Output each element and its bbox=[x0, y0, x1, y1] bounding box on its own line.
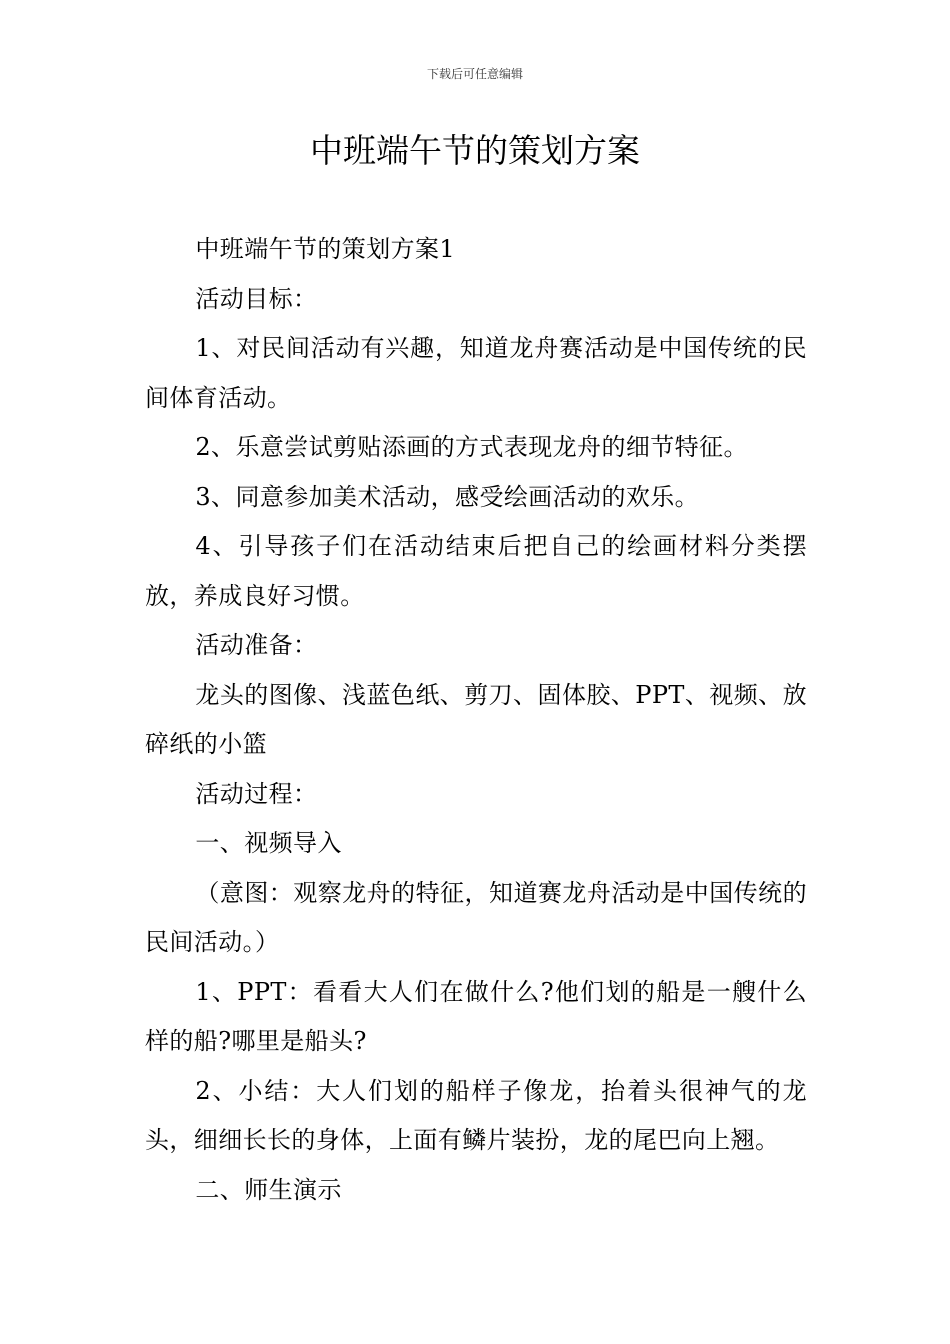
paragraph-step-1-ppt: 1、PPT：看看大人们在做什么?他们划的船是一艘什么样的船?哪里是船头? bbox=[145, 977, 807, 1055]
paragraph-prep-materials: 龙头的图像、浅蓝色纸、剪刀、固体胶、PPT、视频、放碎纸的小篮 bbox=[145, 680, 807, 758]
paragraph-goals-label: 活动目标： bbox=[195, 284, 318, 313]
paragraph-goal-1: 1、对民间活动有兴趣，知道龙舟赛活动是中国传统的民间体育活动。 bbox=[145, 334, 807, 412]
paragraph-step-1-heading: 一、视频导入 bbox=[195, 829, 342, 857]
paragraph-goal-4: 4、引导孩子们在活动结束后把自己的绘画材料分类摆放，养成良好习惯。 bbox=[145, 532, 807, 610]
document-body bbox=[145, 225, 807, 1215]
paragraph-goal-2: 2、乐意尝试剪贴添画的方式表现龙舟的细节特征。 bbox=[195, 433, 748, 461]
paragraph-step-1-summary: 2、小结：大人们划的船样子像龙，抬着头很神气的龙头，细细长长的身体，上面有鳞片装扮，龙的尾巴向上翘。 bbox=[145, 1076, 807, 1154]
paragraph-goal-3: 3、同意参加美术活动，感受绘画活动的欢乐。 bbox=[195, 482, 700, 511]
paragraph-step-1-intent: （意图：观察龙舟的特征，知道赛龙舟活动是中国传统的民间活动。） bbox=[145, 878, 807, 956]
document-title: 中班端午节的策划方案 bbox=[310, 131, 640, 170]
paragraph-prep-label: 活动准备： bbox=[195, 631, 318, 659]
paragraph-heading-1: 中班端午节的策划方案1 bbox=[195, 235, 456, 263]
header-note: 下载后可任意编辑 bbox=[426, 67, 523, 81]
paragraph-step-2-heading: 二、师生演示 bbox=[195, 1175, 342, 1204]
paragraph-process-label: 活动过程： bbox=[195, 779, 318, 808]
